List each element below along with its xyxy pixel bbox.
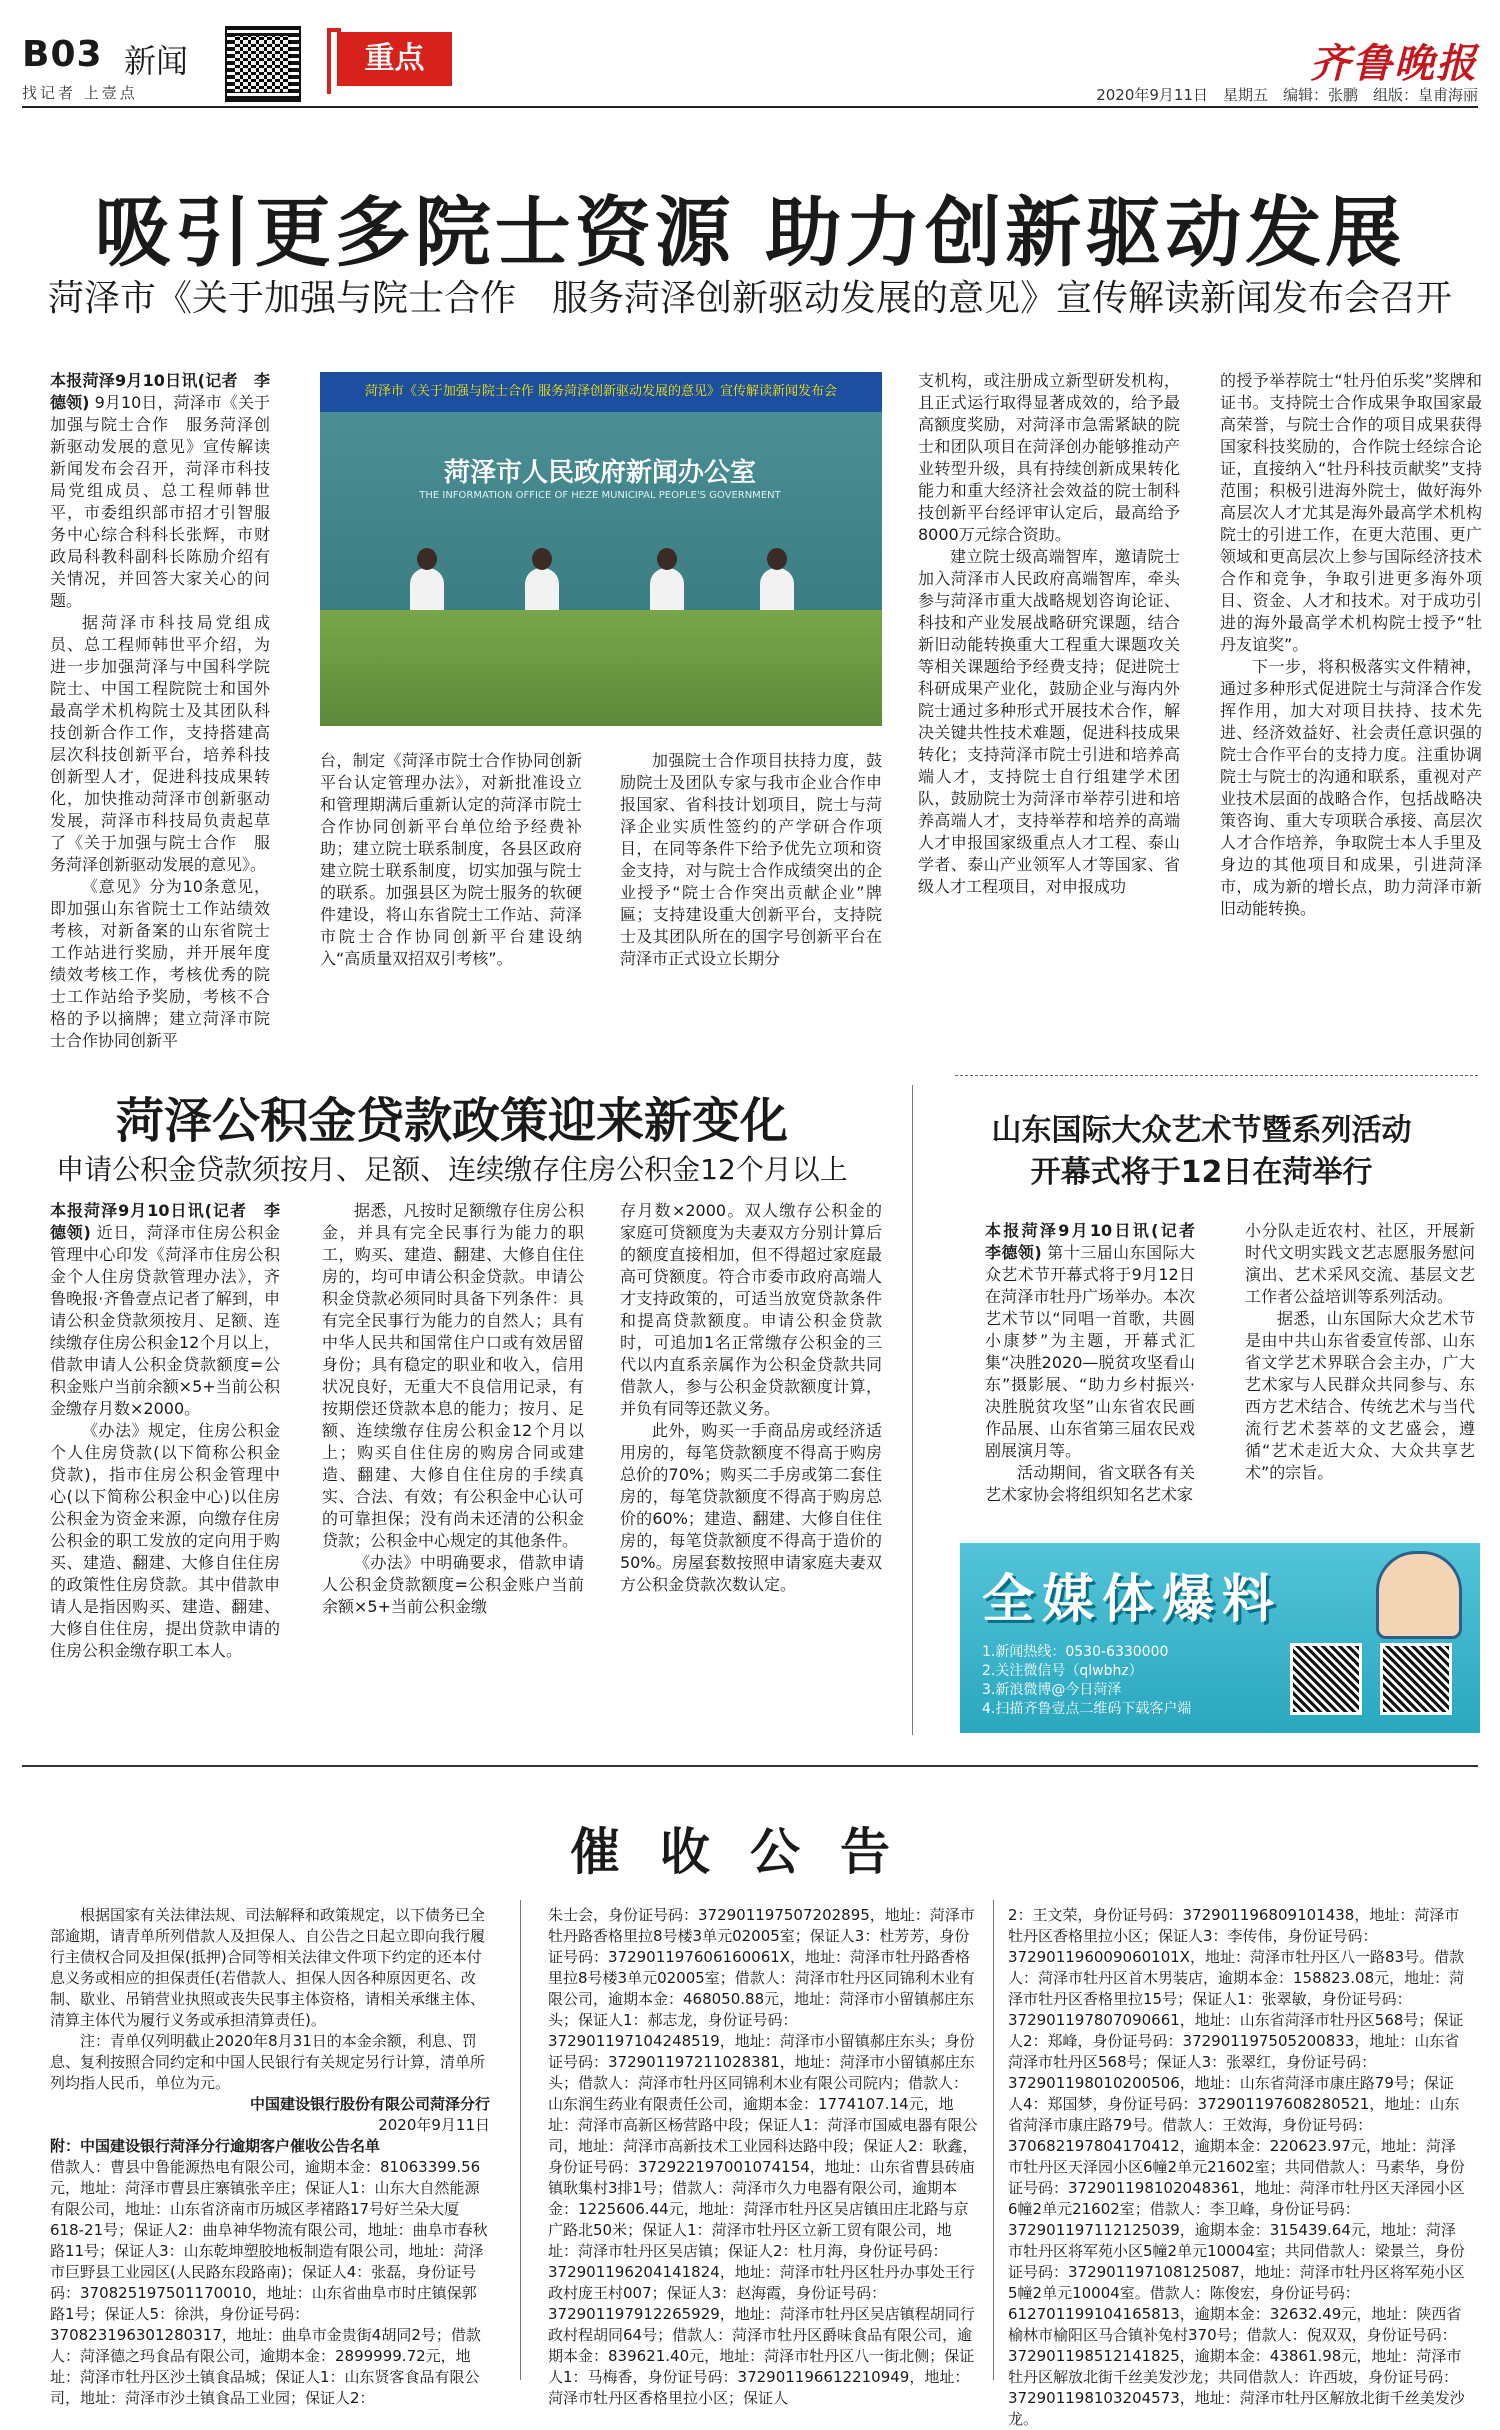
story1-para: 据菏泽市科技局党组成员、总工程师韩世平介绍，为进一步加强菏泽与中国科学院院士、中国工程院院士和国外最高学术机构院士及其团队科技创新合作工作，支持搭建高层次科技创新平台，培养科技创新型人才，促进科技成果转化，加快推动菏泽市创新驱动发展，菏泽市科技局负责起草了《关于加强与院士合作 服务菏泽创新驱动发展的意见》。 <box>50 613 270 874</box>
story3-headline-line2: 开幕式将于12日在菏举行 <box>1030 1155 1373 1190</box>
story1-para: 《意见》分为10条意见，即加强山东省院士工作站绩效考核，对新备案的山东省院士工作站进行奖励，并开展年度绩效考核工作，考核优秀的院士工作站给予奖励，考核不合格的予以摘牌；建立菏泽市院士合作协同创新平 <box>50 877 270 1050</box>
story2-subhead: 申请公积金贷款须按月、足额、连续缴存住房公积金12个月以上 <box>56 1153 848 1186</box>
story2-para: 《办法》中明确要求，借款申请人公积金贷款额度=公积金账户当前余额×5+当前公积金缴 <box>322 1553 584 1616</box>
column-divider <box>993 1900 994 2380</box>
story1-column-5 <box>1220 370 1482 920</box>
promo-line: 2.关注微信号（qlwbhz） <box>982 1663 1143 1679</box>
story2-para: 据悉，凡按时足额缴存住房公积金，并具有完全民事行为能力的职工，购买、建造、翻建、大修自住住房的，均可申请公积金贷款。申请公积金贷款必须同时具备下列条件：具有完全民事行为能力的自然人；具有中华人民共和国常住户口或有效居留身份；具有稳定的职业和收入，信用状况良好，无重大不良信用记录，有按期偿还贷款本息的能力；按月、足额、连续缴存住房公积金12个月以上；购买自住住房的购房合同或建造、翻建、大修自住住房的手续真实、合法、有效；有公积金中心认可的可靠担保；没有尚未还清的公积金贷款；公积金中心规定的其他条件。 <box>322 1201 584 1550</box>
section-divider <box>955 1075 1478 1077</box>
column-divider <box>912 1085 913 1735</box>
story3-column-2 <box>1245 1220 1475 1484</box>
masthead-rule <box>22 106 1478 108</box>
column-divider <box>520 1900 521 2380</box>
story2-headline: 菏泽公积金贷款政策迎来新变化 <box>115 1093 788 1149</box>
story1-column-1 <box>50 370 270 1052</box>
story1-para: 的授予举荐院士“牡丹伯乐奖”奖牌和证书。支持院士合作成果争取国家最高荣誉，与院士合作的项目成果获得国家科技奖励的，合作院士经综合论证，直接纳入“牡丹科技贡献奖”支持范围；积极引进海外院士，做好海外高层次人才尤其是海外最高学术机构院士的引进工作，在更大范围、更广领域和更高层次上参与国际经济技术合作和竞争，争取引进更多海外项目、资金、人才和技术。对于成功引进的海外最高学术机构院士授予“牡丹友谊奖”。 <box>1220 371 1482 654</box>
story1-para: 加强院士合作项目扶持力度，鼓励院士及团队专家与我市企业合作申报国家、省科技计划项目，院士与菏泽企业实质性签约的产学研合作项目，在同等条件下给予优先立项和资金支持，对与院士合作成绩突出的企业授予“院士合作突出贡献企业”牌匾；支持建设重大创新平台，支持院士及其团队所在的国字号创新平台在菏泽市正式设立长期分 <box>620 751 882 968</box>
story1-column-3 <box>620 750 882 970</box>
section-name: 新闻 <box>124 42 189 80</box>
notice-column-1 <box>50 1905 490 2409</box>
speaker-head <box>657 548 677 570</box>
photo-sign: 菏泽市人民政府新闻办公室 <box>443 458 756 488</box>
photo-table <box>320 610 882 726</box>
notice-list: 朱士会，身份证号码：372901197507202895，地址：菏泽市牡丹路香格里拉8号楼3单元02005室；保证人3：杜芳芳，身份证号码：372901197606160061X，地址：菏泽市牡丹路香格里拉8号楼3单元02005室；借款人：菏泽市牡丹区同锦利木业有限公司，逾期本金：468050.88元，地址：菏泽市小留镇郝庄东头；保证人1：郝志龙，身份证号码：372901197104248519，地址：菏泽市小留镇郝庄东头；身份证号码：372901197211028381，地址：菏泽市小留镇郝庄东头；借款人：菏泽市牡丹区同锦利木业有限公司院内；借款人：山东润生药业有限责任公司，逾期本金：1774107.14元，地址：菏泽市高新区杨营路中段；保证人1：菏泽市国威电器有限公司，地址：菏泽市高新技术工业园科达路中段；保证人2：耿鑫，身份证号码：372922197001074154，地址：山东省曹县砖庙镇耿集村3排1号；借款人：菏泽市久力电器有限公司，逾期本金：1225606.44元，地址：菏泽市牡丹区吴店镇田庄北路与京广路北50米；保证人1：菏泽市牡丹区立新工贸有限公司，地址：菏泽市牡丹区吴店镇；保证人2：杜月海，身份证号码：372901196204141824，地址：菏泽市牡丹区牡丹办事处王行政村庞王村007；保证人3：赵海霞，身份证号码：372901197912265929，地址：菏泽市牡丹区吴店镇程胡同行政村程胡同64号；借款人：菏泽市牡丹区爵味食品有限公司，逾期本金：839621.40元，地址：菏泽市牡丹区八一街北侧；保证人1：马梅香，身份证号码：372901196612210949，地址：菏泽市牡丹区香格里拉小区；保证人 <box>548 1906 978 2407</box>
story2-dateline: 本报菏泽9月10日讯(记者 李德领) <box>50 1201 280 1242</box>
notice-para: 根据国家有关法律法规、司法解释和政策规定，以下债务已全部逾期，请青单所列借款人及担保人、自公告之日起立即向我行履行主债权合同及担保(抵押)合同等相关法律文件项下约定的还本付息义务或相应的担保责任(若借款人、担保人因各种原因更名、改制、歇业、吊销营业执照或丧失民事主体资格，请相关承继主体、清算主体代为履行义务或承担清算责任)。 <box>50 1906 486 2029</box>
story1-dateline: 本报菏泽9月10日讯(记者 李德领) <box>50 371 270 412</box>
promo-line: 4.扫描齐鲁壹点二维码下载客户端 <box>982 1701 1192 1717</box>
notice-list: 借款人：曹县中鲁能源热电有限公司，逾期本金：81063399.56元，地址：菏泽市曹县庄寨镇张辛庄；保证人1：山东大自然能源有限公司，地址：山东省济南市历城区孝褚路17号好兰朵大厦618-21号；保证人2：曲阜神华物流有限公司，地址：曲阜市春秋路11号；保证人3：山东乾坤塑胶地板制造有限公司，地址：菏泽市巨野县工业园区(人民路东段路南)；保证人4：张磊，身份证号码：370825197501170010，地址：山东省曲阜市时庄镇保郭路1号；保证人5：徐洪，身份证号码：370823196301280317，地址：曲阜市金贵街4胡同2号；借款人：菏泽德之玛食品有限公司，逾期本金：2899999.72元，地址：菏泽市牡丹区沙土镇食品城；保证人1：山东贤客食品有限公司，地址：菏泽市沙土镇食品工业园；保证人2： <box>50 2158 488 2407</box>
notice-list-heading: 附：中国建设银行菏泽分行逾期客户催收公告名单 <box>50 2137 381 2155</box>
story2-column-2 <box>322 1200 584 1618</box>
masthead <box>22 28 1478 108</box>
story3-headline <box>925 1110 1478 1194</box>
photo-sign-english: THE INFORMATION OFFICE OF HEZE MUNICIPAL PEOPLE'S GOVERNMENT <box>419 490 781 501</box>
story3-para: 第十三届山东国际大众艺术节开幕式将于9月12日在菏泽市牡丹广场举办。本次艺术节以“同唱一首歌，共圆小康梦”为主题，开幕式汇集“决胜2020—脱贫攻坚看山东”摄影展、“助力乡村振兴·决胜脱贫攻坚”山东省农民画作品展、山东省第三届农民戏剧展演月等。 <box>985 1243 1195 1460</box>
slogan: 找记者 上壹点 <box>22 84 138 102</box>
story2-para: 此外，购买一手商品房或经济适用房的，每笔贷款额度不得高于购房总价的70%；购买二手房或第二套住房的，每笔贷款额度不得高于购房总价的60%；建造、翻建、大修自住住房的，每笔贷款额度不得高于造价的50%。房屋套数按照申请家庭夫妻双方公积金贷款次数认定。 <box>620 1421 882 1594</box>
story2-column-3 <box>620 1200 882 1596</box>
promo-title: 全媒体爆料 <box>982 1570 1283 1630</box>
notice-date: 2020年9月11日 <box>378 2116 490 2134</box>
speaker-head <box>767 548 787 570</box>
press-conference-photo <box>320 372 882 726</box>
story3-dateline: 本报菏泽9月10日讯(记者 李德领) <box>985 1221 1212 1262</box>
story1-para: 建立院士级高端智库，邀请院士加入菏泽市人民政府高端智库，牵头参与菏泽市重大战略规划咨询论证、科技和产业发展战略研究课题，结合新旧动能转换重大工程重大课题攻关等相关课题给予经费支持；促进院士科研成果产业化，鼓励企业与海内外院士通过多种形式开展技术合作，解决关键共性技术难题，促进科技成果转化；支持菏泽市院士引进和培养高端人才，支持院士自行组建学术团队，鼓励院士为菏泽市举荐引进和培养高端人才，支持举荐和培养的高端人才申报国家级重点人才工程、泰山学者、泰山产业领军人才等国家、省级人才工程项目，对申报成功 <box>918 547 1180 896</box>
qr-code-icon <box>227 28 299 100</box>
story1-subhead: 菏泽市《关于加强与院士合作 服务菏泽创新驱动发展的意见》宣传解读新闻发布会召开 <box>47 278 1452 319</box>
speaker-head <box>417 548 437 570</box>
story2-para: 存月数×2000。双人缴存公积金的家庭可贷额度为夫妻双方分别计算后的额度直接相加，但不得超过家庭最高可贷额度。符合市委市政府高端人才支持政策的，可适当放宽贷款条件和提高贷款额度。申请公积金贷款时，可追加1名正常缴存公积金的三代以内直系亲属作为公积金贷款共同借款人，参与公积金贷款额度计算，并负有同等还款义务。 <box>620 1201 882 1418</box>
story1-headline: 吸引更多院士资源 助力创新驱动发展 <box>94 188 1406 277</box>
promo-line: 3.新浪微博@今日菏泽 <box>982 1682 1122 1698</box>
notice-title: 催收公告 <box>570 1822 930 1881</box>
speaker-head <box>532 548 552 570</box>
story3-para: 小分队走近农村、社区，开展新时代文明实践文艺志愿服务慰问演出、艺术采风交流、基层文艺工作者公益培训等系列活动。 <box>1245 1221 1475 1306</box>
story2-column-1 <box>50 1200 280 1662</box>
qr-code-icon <box>1380 1643 1452 1715</box>
story3-column-1 <box>985 1220 1212 1506</box>
story1-para: 支机构，或注册成立新型研发机构，且正式运行取得显著成效的，给予最高额度奖励，对菏泽市急需紧缺的院士和团队项目在菏泽创办能够推动产业转型升级，具有持续创新成果转化能力和重大经济社会效益的院士制科技创新平台经评审认定后，最高给予8000万元综合资助。 <box>918 371 1180 544</box>
story3-headline-line1: 山东国际大众艺术节暨系列活动 <box>991 1113 1412 1148</box>
story3-para: 据悉，山东国际大众艺术节是由中共山东省委宣传部、山东省文学艺术界联合会主办，广大艺术家与人民群众共同参与、东西方艺术结合、传统艺术与当代流行艺术荟萃的文艺盛会，遵循“艺术走近大众、大众共享艺术”的宗旨。 <box>1245 1309 1475 1482</box>
page-number: B03 <box>22 34 103 75</box>
qr-code-icon <box>1290 1643 1362 1715</box>
notice-column-3 <box>1008 1905 1468 2430</box>
cartoon-character-icon <box>1376 1551 1462 1639</box>
media-tipoff-ad <box>960 1543 1480 1733</box>
story1-column-4 <box>918 370 1180 898</box>
notice-list: 2：王文荣，身份证号码：372901196809101438，地址：菏泽市牡丹区香格里拉小区；保证人3：李传伟，身份证号码：372901196009060101X，地址：菏泽市牡丹区八一路83号。借款人：菏泽市牡丹区首木男装店，逾期本金：158823.08元，地址：菏泽市牡丹区香格里拉15号；保证人1：张翠敏，身份证号码：372901197807090661，地址：山东省菏泽市牡丹区568号；保证人2：郑峰，身份证号码：372901197505200833，地址：山东省菏泽市牡丹区568号；保证人3：张翠红，身份证号码：372901198010200506，地址：山东省菏泽市康庄路79号；保证人4：郑国梦，身份证号码：372901197608280521，地址：山东省菏泽市康庄路79号。借款人：王效海，身份证号码：370682197804170412，逾期本金：220623.97元，地址：菏泽市牡丹区天泽园小区6幢2单元21602室；共同借款人：马素华，身份证号码：372901198102048361，地址：菏泽市牡丹区天泽园小区6幢2单元21602室；借款人：李卫峰，身份证号码：372901197112125039，逾期本金：315439.64元，地址：菏泽市牡丹区将军苑小区5幢2单元10004室；共同借款人：梁景兰，身份证号码：372901197108125087，地址：菏泽市牡丹区将军苑小区5幢2单元10004室。借款人：陈俊宏，身份证号码：612701199104165813，逾期本金：32632.49元，地址：陕西省榆林市榆阳区马合镇补兔村370号；借款人：倪双双，身份证号码：372901198512141825，逾期本金：43861.98元，地址：菏泽市牡丹区解放北街千丝美发沙龙；共同借款人：许西坡，身份证号码：372901198103204573，地址：菏泽市牡丹区解放北街千丝美发沙龙。 <box>1008 1906 1465 2428</box>
notice-column-2 <box>548 1905 978 2409</box>
notice-signature: 中国建设银行股份有限公司菏泽分行 <box>249 2095 490 2113</box>
promo-contact-list <box>982 1643 1191 1719</box>
newspaper-logo: 齐鲁晚报 <box>1310 40 1478 87</box>
story2-para: 《办法》规定，住房公积金个人住房贷款(以下简称公积金贷款)，指市住房公积金管理中心(以下简称公积金中心)以住房公积金为资金来源，向缴存住房公积金的职工发放的定向用于购买、建造、翻建、大修自住住房的政策性住房贷款。其中借款申请人是指因购买、建造、翻建、大修自住住房，提出贷款申请的住房公积金缴存职工本人。 <box>50 1421 280 1660</box>
story2-para: 近日，菏泽市住房公积金管理中心印发《菏泽市住房公积金个人住房贷款管理办法》，齐鲁晚报·齐鲁壹点记者了解到，申请公积金贷款须按月、足额、连续缴存住房公积金12个月以上，借款申请人公积金贷款额度=公积金账户当前余额×5+当前公积金缴存月数×2000。 <box>50 1223 280 1418</box>
story1-para: 台，制定《菏泽市院士合作协同创新平台认定管理办法》，对新批准设立和管理期满后重新认定的菏泽市院士合作协同创新平台单位给予经费补助；建立院士联系制度，各县区政府建立院士联系制度，切实加强与院士的联系。加强县区为院士服务的软硬件建设，将山东省院士工作站、菏泽市院士合作协同创新平台建设纳入“高质量双招双引考核”。 <box>320 751 582 968</box>
section-tab: 重点 <box>337 32 452 86</box>
story1-para: 9月10日，菏泽市《关于加强与院士合作 服务菏泽创新驱动发展的意见》宣传解读新闻发布会召开，菏泽市科技局党组成员、总工程师韩世平，市委组织部市招才引智服务中心综合科科长张辉，市财政局科教科副科长陈励介绍有关情况，并回答大家关心的问题。 <box>50 393 270 610</box>
photo-backdrop <box>320 412 882 612</box>
story1-column-2 <box>320 750 582 970</box>
promo-line: 1.新闻热线：0530-6330000 <box>982 1644 1169 1660</box>
notice-para: 注：青单仅列明截止2020年8月31日的本金余额，利息、罚息、复利按照合同约定和中国人民银行有关规定另行计算，清单所列均指人民币，单位为元。 <box>50 2032 486 2092</box>
photo-banner: 菏泽市《关于加强与院士合作 服务菏泽创新驱动发展的意见》宣传解读新闻发布会 <box>320 372 882 412</box>
issue-dateline: 2020年9月11日 星期五 编辑：张鹏 组版：皇甫海丽 <box>1096 86 1478 104</box>
story3-para: 活动期间，省文联各有关艺术家协会将组织知名艺术家 <box>985 1463 1195 1504</box>
story1-para: 下一步，将积极落实文件精神，通过多种形式促进院士与菏泽合作发挥作用，加大对项目扶持、技术先进、经济效益好、社会责任意识强的院士合作平台的支持力度。注重协调院士与院士的沟通和联系，重视对产业技术层面的战略合作，包括战略决策咨询、重大专项联合承接、高层次人才合作培养，争取院士本人手里及身边的其他项目和成果，引进菏泽市，成为新的增长点，助力菏泽市新旧动能转换。 <box>1220 657 1482 918</box>
